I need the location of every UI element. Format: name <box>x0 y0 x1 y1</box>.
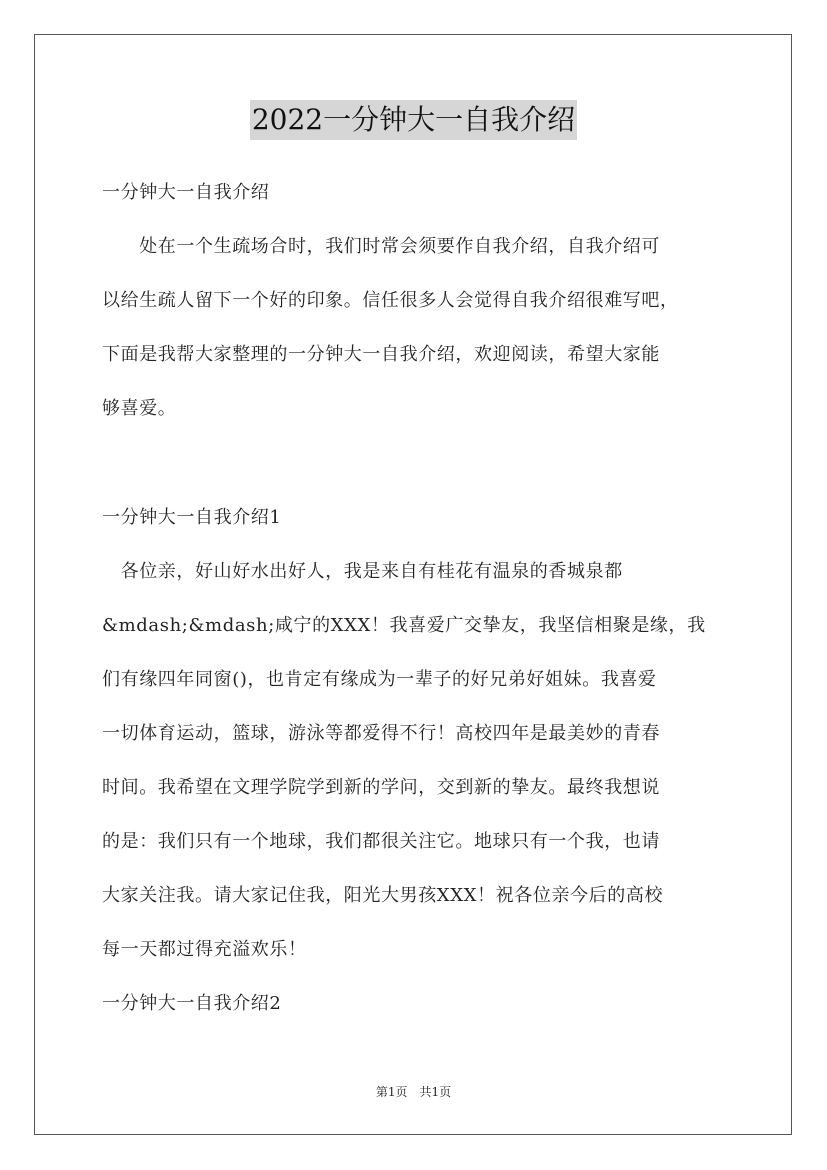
document-title: 2022一分钟大一自我介绍 <box>250 100 577 140</box>
intro-line: 下面是我帮大家整理的一分钟大一自我介绍，欢迎阅读，希望大家能 <box>102 344 660 365</box>
section1-line: 一切体育运动，篮球，游泳等都爱得不行！高校四年是最美妙的青春 <box>102 723 660 744</box>
section2-heading: 一分钟大一自我介绍2 <box>102 993 282 1014</box>
intro-line: 够喜爱。 <box>102 398 177 419</box>
page-number-label: 第1页 共1页 <box>375 1085 452 1099</box>
section1-line: 大家关注我。请大家记住我，阳光大男孩XXX！祝各位亲今后的高校 <box>102 885 664 906</box>
page-footer <box>0 1084 827 1100</box>
section1-heading: 一分钟大一自我介绍1 <box>102 507 282 528</box>
subtitle: 一分钟大一自我介绍 <box>102 182 270 203</box>
intro-line: 处在一个生疏场合时，我们时常会须要作自我介绍，自我介绍可 <box>102 236 660 257</box>
title-container <box>0 100 827 140</box>
section1-line: 时间。我希望在文理学院学到新的学问，交到新的挚友。最终我想说 <box>102 777 660 798</box>
intro-line: 以给生疏人留下一个好的印象。信任很多人会觉得自我介绍很难写吧， <box>102 290 679 311</box>
section1-line: 每一天都过得充溢欢乐！ <box>102 939 307 960</box>
section1-line: &mdash;&mdash;咸宁的XXX！我喜爱广交挚友，我坚信相聚是缘，我 <box>102 615 706 636</box>
section1-line: 的是：我们只有一个地球，我们都很关注它。地球只有一个我，也请 <box>102 831 660 852</box>
section1-line: 各位亲，好山好水出好人，我是来自有桂花有温泉的香城泉都 <box>102 561 623 582</box>
section1-line: 们有缘四年同窗()，也肯定有缘成为一辈子的好兄弟好姐妹。我喜爱 <box>102 669 657 690</box>
